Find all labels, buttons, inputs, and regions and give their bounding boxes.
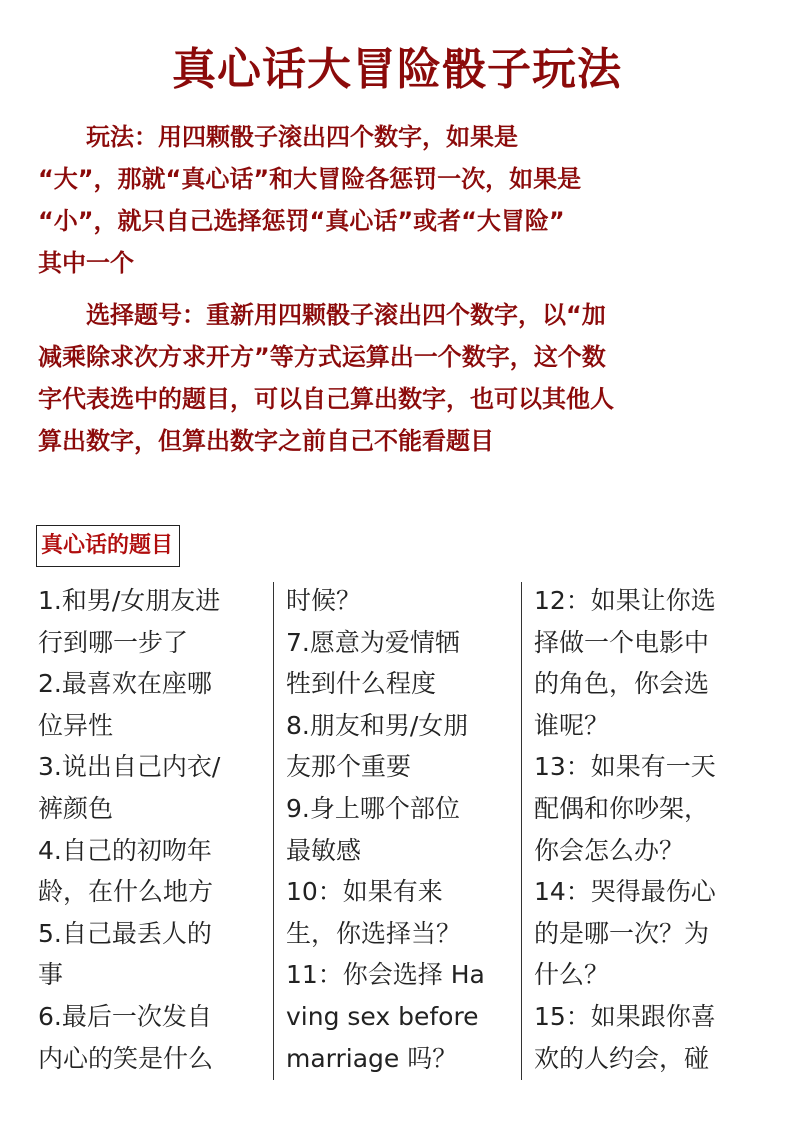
question-line: 4.自己的初吻年 [38,835,212,865]
question-column-1 [38,580,266,1080]
page-title: 真心话大冒险骰子玩法 [172,44,622,95]
question-line: 15：如果跟你喜 [534,1001,716,1031]
rules-line: “大”，那就“真心话”和大冒险各惩罚一次，如果是 [38,165,582,193]
question-line: 择做一个电影中 [534,627,710,657]
question-line: 11：你会选择 Ha [286,960,485,990]
question-line: 最敏感 [286,835,362,865]
question-line: 欢的人约会，碰 [534,1043,710,1073]
rules-paragraph [38,116,756,284]
question-line: 牲到什么程度 [286,669,437,699]
question-line: 13：如果有一天 [534,752,716,782]
question-line: 行到哪一步了 [38,627,189,657]
select-line: 选择题号：重新用四颗骰子滚出四个数字，以“加 [38,301,606,329]
rules-line: “小”，就只自己选择惩罚“真心话”或者“大冒险” [38,207,565,235]
section-title: 真心话的题目 [36,525,180,567]
question-line: 的是哪一次？为 [534,918,710,948]
select-line: 字代表选中的题目，可以自己算出数字，也可以其他人 [38,385,614,413]
question-line: 内心的笑是什么 [38,1043,214,1073]
question-line: 你会怎么办？ [534,835,685,865]
question-line: 谁呢？ [534,710,610,740]
question-line: 9.身上哪个部位 [286,793,460,823]
question-line: 配偶和你吵架， [534,793,710,823]
column-divider [521,582,522,1080]
question-line: 什么？ [534,960,610,990]
rules-line: 玩法：用四颗骰子滚出四个数字，如果是 [38,123,518,151]
question-line: 的角色，你会选 [534,669,710,699]
question-line: marriage 吗？ [286,1043,458,1073]
question-column-2 [286,580,514,1080]
rules-line: 其中一个 [38,249,134,277]
select-line: 减乘除求次方求开方”等方式运算出一个数字，这个数 [38,343,606,371]
question-line: 事 [38,960,64,990]
question-line: 5.自己最丢人的 [38,918,212,948]
question-line: 位异性 [38,710,114,740]
question-line: 1.和男/女朋友进 [38,586,221,615]
question-line: 裤颜色 [38,793,114,823]
question-line: 时候？ [286,586,362,615]
question-line: 龄，在什么地方 [38,877,214,907]
select-line: 算出数字，但算出数字之前自己不能看题目 [38,427,494,455]
question-line: 生，你选择当？ [286,918,462,948]
question-column-3 [534,580,762,1080]
question-line: 6.最后一次发自 [38,1001,212,1031]
question-line: 14：哭得最伤心 [534,877,716,907]
question-line: 3.说出自己内衣/ [38,752,221,782]
question-line: 7.愿意为爱情牺 [286,627,460,657]
column-divider [273,582,274,1080]
question-line: 8.朋友和男/女朋 [286,710,469,740]
question-line: 2.最喜欢在座哪 [38,669,212,699]
select-number-paragraph [38,294,756,462]
question-line: 12：如果让你选 [534,586,716,615]
question-line: 友那个重要 [286,752,412,782]
question-line: 10：如果有来 [286,877,443,907]
question-line: ving sex before [286,1001,479,1031]
